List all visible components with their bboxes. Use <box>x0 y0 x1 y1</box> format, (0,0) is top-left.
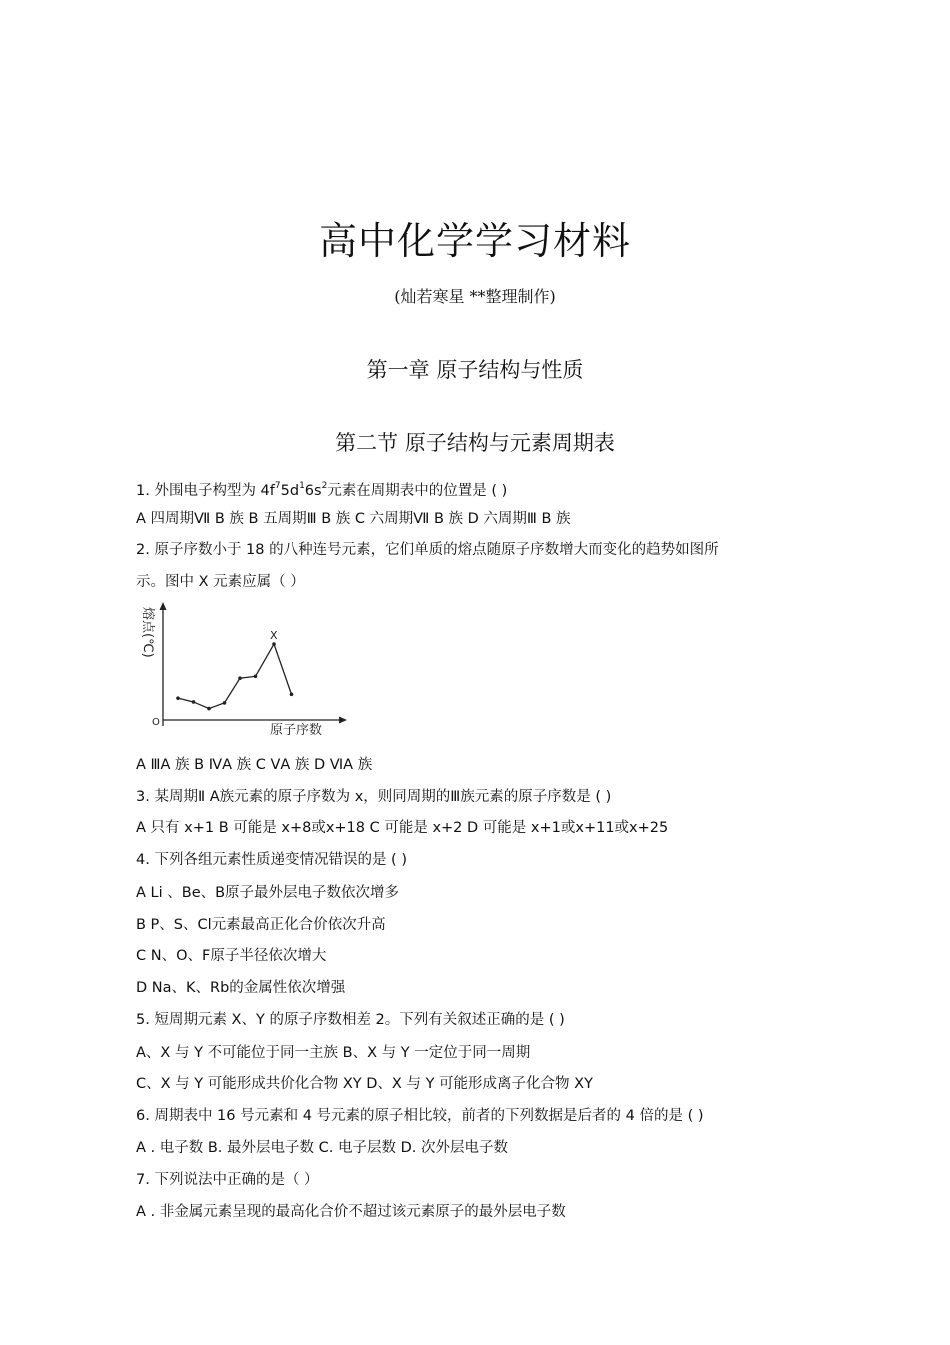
document-title: 高中化学学习材料 <box>318 219 631 263</box>
data-point <box>290 693 294 697</box>
data-point <box>207 707 211 711</box>
chapter-heading: 第一章 原子结构与性质 <box>366 358 584 382</box>
question-4-option-a: A Li 、Be、B原子最外层电子数依次增多 <box>136 885 400 901</box>
q1-sup-3: 2 <box>321 481 328 491</box>
question-5-options-cd: C、X 与 Y 可能形成共价化合物 XY D、X 与 Y 可能形成离子化合物 XY <box>136 1076 593 1092</box>
document-subtitle: (灿若寒星 **整理制作) <box>394 287 556 306</box>
x-axis-arrow <box>339 717 347 724</box>
question-2-line-1: 2. 原子序数小于 18 的八种连号元素，它们单质的熔点随原子序数增大而变化的趋势如图所 <box>136 542 719 558</box>
question-6-options: A . 电子数 B. 最外层电子数 C. 电子层数 D. 次外层电子数 <box>136 1140 508 1156</box>
question-3-options: A 只有 x+1 B 可能是 x+8或x+18 C 可能是 x+2 D 可能是 x+1或x+11或x+25 <box>136 820 669 836</box>
data-point <box>238 676 242 680</box>
question-1 <box>136 476 507 501</box>
question-2-options: A ⅢA 族 B ⅣA 族 C ⅤA 族 D ⅥA 族 <box>136 757 373 773</box>
question-7: 7. 下列说法中正确的是（ ） <box>136 1172 319 1188</box>
question-6: 6. 周期表中 16 号元素和 4 号元素的原子相比较，前者的下列数据是后者的 4 倍的是 ( ) <box>136 1108 704 1124</box>
q1-orbital-3: 6s <box>304 483 322 499</box>
question-4: 4. 下列各组元素性质递变情况错误的是 ( ) <box>136 852 407 868</box>
section-heading: 第二节 原子结构与元素周期表 <box>335 431 615 455</box>
data-point <box>254 675 258 679</box>
melting-point-series <box>178 644 292 709</box>
q1-text-start: 1. 外围电子构型为 4f <box>136 483 275 499</box>
question-7-option-a: A . 非金属元素呈现的最高化合价不超过该元素原子的最外层电子数 <box>136 1204 566 1220</box>
data-point <box>192 700 196 704</box>
y-axis-label: 熔点(℃) <box>140 607 155 658</box>
data-point <box>272 642 276 646</box>
question-3: 3. 某周期Ⅱ A族元素的原子序数为 x，则同周期的Ⅲ族元素的原子序数是 ( ) <box>136 789 612 805</box>
question-1-options: A 四周期Ⅶ B 族 B 五周期Ⅲ B 族 C 六周期Ⅶ B 族 D 六周期Ⅲ B 族 <box>136 511 571 527</box>
question-2-line-2: 示。图中 X 元素应属（ ） <box>136 574 305 590</box>
question-5-options-ab: A、X 与 Y 不可能位于同一主族 B、X 与 Y 一定位于同一周期 <box>136 1045 531 1061</box>
origin-label: O <box>152 717 160 728</box>
y-axis-arrow <box>160 602 167 610</box>
question-4-option-b: B P、S、Cl元素最高正化合价依次升高 <box>136 917 386 933</box>
q1-text-end: 元素在周期表中的位置是 ( ) <box>327 483 508 499</box>
q1-sup-2: 1 <box>299 481 305 491</box>
question-5: 5. 短周期元素 X、Y 的原子序数相差 2。下列有关叙述正确的是 ( ) <box>136 1012 565 1028</box>
x-axis-label: 原子序数 <box>270 723 323 738</box>
data-point <box>176 696 180 700</box>
melting-point-chart <box>130 600 360 742</box>
q1-sup-1: 7 <box>274 481 281 491</box>
data-point <box>223 701 227 705</box>
data-points <box>176 642 293 710</box>
question-4-option-d: D Na、K、Rb的金属性依次增强 <box>136 980 346 996</box>
x-element-label: X <box>270 629 278 642</box>
question-4-option-c: C N、O、F原子半径依次增大 <box>136 948 327 964</box>
q1-orbital-2: 5d <box>280 483 300 499</box>
